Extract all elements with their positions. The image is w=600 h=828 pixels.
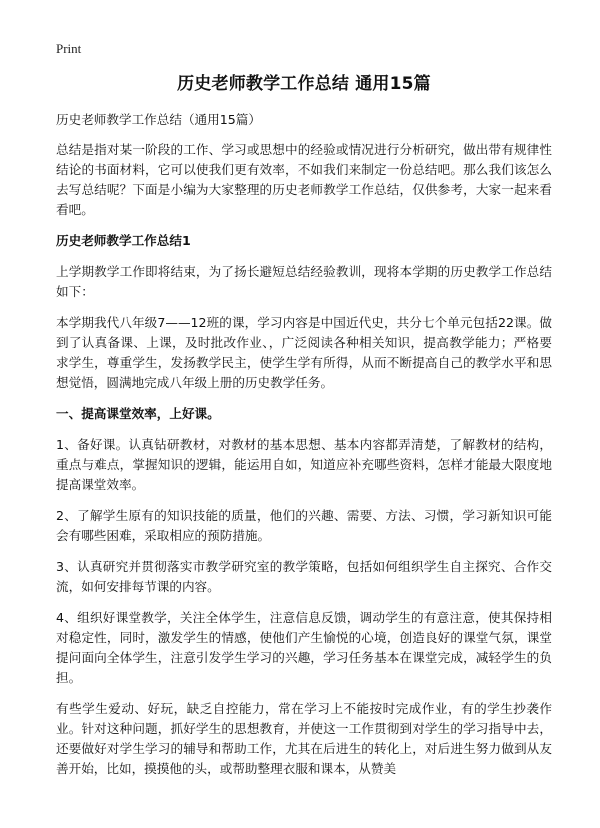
print-link[interactable]: Print	[56, 41, 82, 56]
body-paragraph: 上学期教学工作即将结束，为了扬长避短总结经验教训，现将本学期的历史教学工作总结如下：	[56, 264, 552, 299]
list-item-paragraph: 2、了解学生原有的知识技能的质量，他们的兴趣、需要、方法、习惯，学习新知识可能会有哪些困难，采取相应的预防措施。	[56, 508, 552, 543]
subsection-heading: 一、提高课堂效率，上好课。	[56, 406, 220, 421]
section-heading: 历史老师教学工作总结1	[56, 233, 191, 248]
document-page	[56, 40, 552, 790]
body-paragraph: 本学期我代八年级7——12班的课，学习内容是中国近代史，共分七个单元包括22课。做到了认真备课、上课，及时批改作业、，广泛阅读各种相关知识，提高教学能力；严格要求学生，尊重学生，发扬教学民主，使学生学有所得，从而不断提高自己的教学水平和思想觉悟，圆满地完成八年级上册的历史教学任务。	[56, 315, 552, 390]
document-subtitle: 历史老师教学工作总结（通用15篇）	[56, 112, 261, 127]
list-item-paragraph: 3、认真研究并贯彻落实市教学研究室的教学策略，包括如何组织学生自主探究、合作交流，如何安排每节课的内容。	[56, 559, 552, 594]
body-paragraph: 有些学生爱动、好玩，缺乏自控能力，常在学习上不能按时完成作业，有的学生抄袭作业。针对这种问题，抓好学生的思想教育，并使这一工作贯彻到对学生的学习指导中去，还要做好对学生学习的辅导和帮助工作，尤其在后进生的转化上，对后进生努力做到从友善开始，比如，摸摸他的头，或帮助整理衣服和课本，从赞美	[56, 701, 552, 776]
document-title: 历史老师教学工作总结 通用15篇	[177, 74, 431, 94]
intro-paragraph: 总结是指对某一阶段的工作、学习或思想中的经验或情况进行分析研究，做出带有规律性结论的书面材料，它可以使我们更有效率，不如我们来制定一份总结吧。那么我们该怎么去写总结呢？下面是小编为大家整理的历史老师教学工作总结，仅供参考，大家一起来看看吧。	[56, 142, 552, 217]
list-item-paragraph: 4、组织好课堂教学，关注全体学生，注意信息反馈，调动学生的有意注意，使其保持相对稳定性，同时，激发学生的情感，使他们产生愉悦的心境，创造良好的课堂气氛，课堂提问面向全体学生，注意引发学生学习的兴趣，学习任务基本在课堂完成，减轻学生的负担。	[56, 610, 552, 685]
list-item-paragraph: 1、备好课。认真钻研教材，对教材的基本思想、基本内容都弄清楚，了解教材的结构，重点与难点，掌握知识的逻辑，能运用自如，知道应补充哪些资料，怎样才能最大限度地提高课堂效率。	[56, 437, 552, 492]
